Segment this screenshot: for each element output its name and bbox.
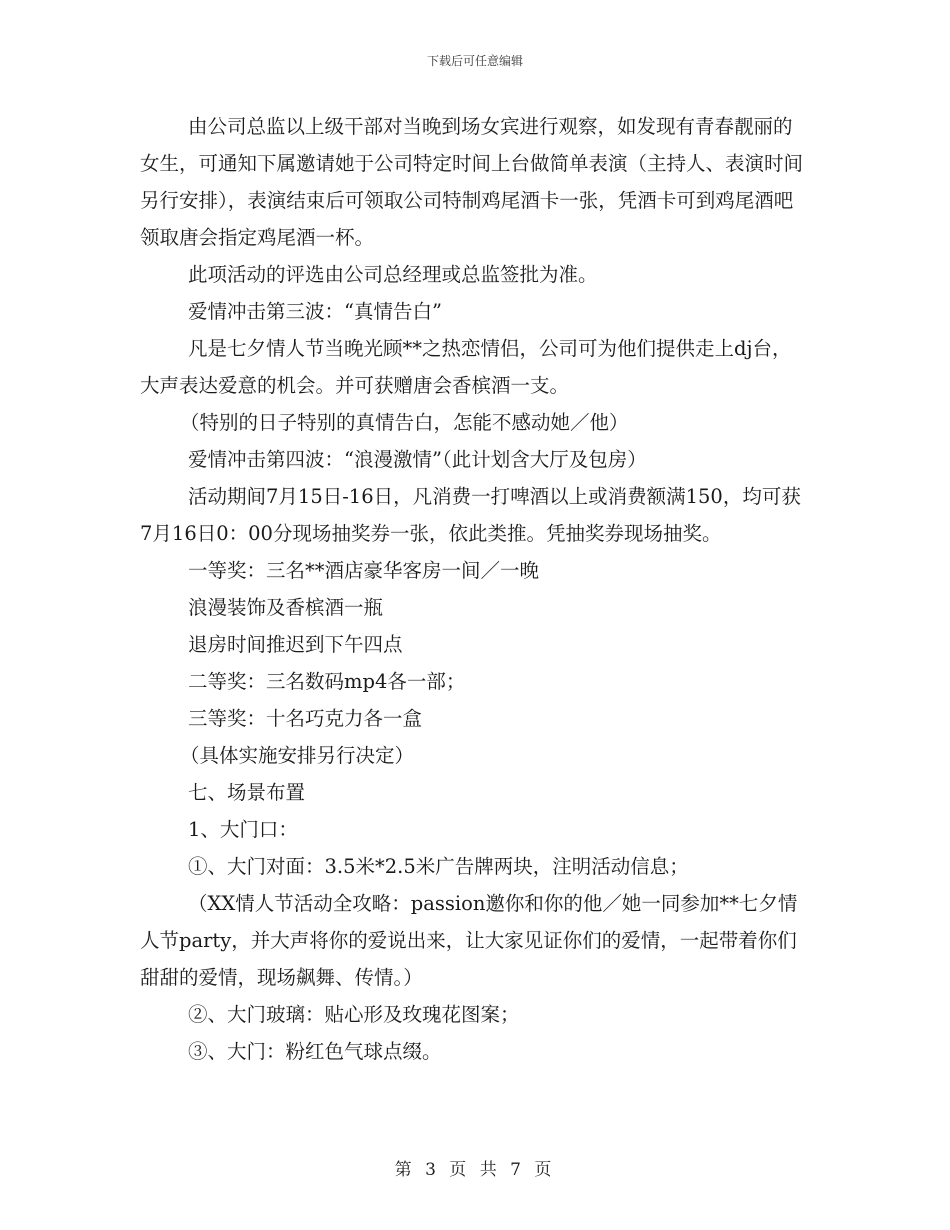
- document-body: [140, 108, 806, 1070]
- prize-first: 一等奖：三名**酒店豪华客房一间／一晚: [188, 559, 540, 582]
- page-number: 第 3 页 共 7 页: [394, 1160, 556, 1180]
- paragraph-confession-note: （特别的日子特别的真情告白，怎能不感动她／他）: [180, 411, 629, 434]
- item-glass: ②、大门玻璃：贴心形及玫瑰花图案；: [188, 1003, 520, 1026]
- paragraph-lottery: 活动期间7月15日-16日，凡消费一打啤酒以上或消费额满150，均可获7月16日0：00分现场抽奖券一张，依此类推。凭抽奖券现场抽奖。: [140, 485, 801, 545]
- prize-first-checkout: 退房时间推迟到下午四点: [188, 633, 403, 656]
- subheading-entrance: 1、大门口：: [188, 818, 298, 841]
- page-header: 下载后可任意编辑: [426, 54, 523, 68]
- prize-third: 三等奖：十名巧克力各一盒: [188, 707, 423, 730]
- heading-wave-four: 爱情冲击第四波：“浪漫激情”（此计划含大厅及包房）: [188, 448, 647, 471]
- section-heading-scene: 七、场景布置: [188, 781, 306, 804]
- heading-wave-three: 爱情冲击第三波：“真情告白”: [188, 300, 442, 323]
- paragraph-approval: 此项活动的评选由公司总经理或总监签批为准。: [188, 263, 598, 286]
- prize-first-decoration: 浪漫装饰及香槟酒一瓶: [188, 596, 384, 619]
- paragraph-billboard-text: （XX情人节活动全攻略：passion邀你和你的他／她一同参加**七夕情人节party，并大声将你的爱说出来，让大家见证你们的爱情，一起带着你们甜甜的爱情，现场飙舞、传情。）: [140, 892, 798, 989]
- paragraph-observation: 由公司总监以上级干部对当晚到场女宾进行观察，如发现有青春靓丽的女生，可通知下属邀请她于公司特定时间上台做简单表演（主持人、表演时间另行安排），表演结束后可领取公司特制鸡尾酒卡一张，凭酒卡可到鸡尾酒吧领取唐会指定鸡尾酒一杯。: [140, 115, 804, 249]
- prize-note: （具体实施安排另行决定）: [180, 744, 415, 767]
- prize-second: 二等奖：三名数码mp4各一部；: [188, 670, 466, 693]
- paragraph-confession: 凡是七夕情人节当晚光顾**之热恋情侣，公司可为他们提供走上dj台，大声表达爱意的机会。并可获赠唐会香槟酒一支。: [140, 337, 792, 397]
- item-door: ③、大门：粉红色气球点缀。: [188, 1040, 442, 1063]
- item-billboard: ①、大门对面：3.5米*2.5米广告牌两块，注明活动信息；: [188, 855, 689, 878]
